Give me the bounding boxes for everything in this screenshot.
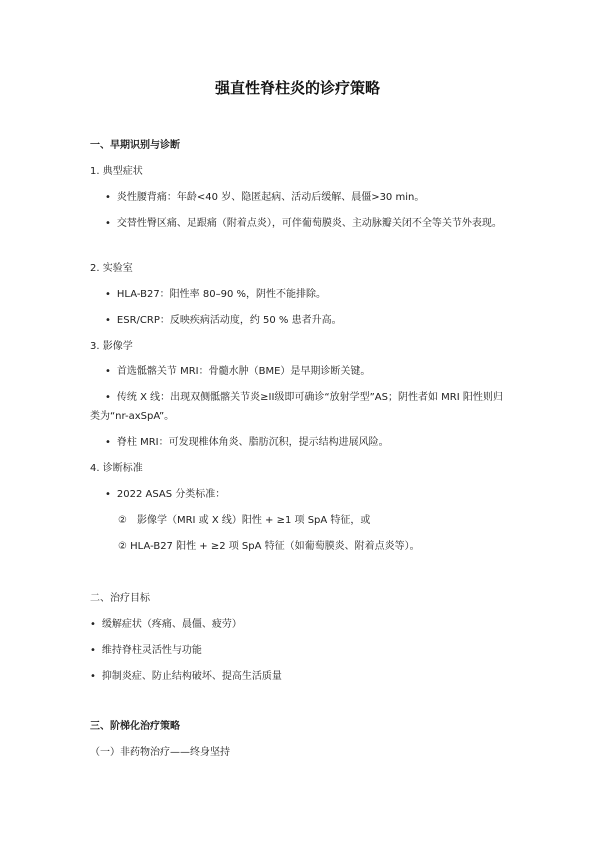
- goal-relieve-symptoms: • 缓解症状（疼痛、晨僵、疲劳）: [90, 618, 242, 632]
- goal-suppress-inflammation: • 抑制炎症、防止结构破坏、提高生活质量: [90, 670, 282, 684]
- subheading-imaging: 3. 影像学: [90, 341, 133, 352]
- subheading-non-drug-therapy: （一）非药物治疗——终身坚持: [90, 747, 230, 758]
- bullet-text: 交替性臀区痛、足跟痛（附着点炎），可伴葡萄膜炎、主动脉瓣关闭不全等关节外表现。: [116, 218, 502, 229]
- bullet-asas-criteria: • 2022 ASAS 分类标准：: [105, 488, 225, 502]
- bullet-alternating-buttock-pain: [90, 214, 506, 233]
- bullet-dot: •: [105, 218, 111, 229]
- bullet-dot: •: [105, 392, 111, 403]
- subheading-typical-symptoms: 1. 典型症状: [90, 166, 143, 177]
- bullet-hla-b27: • HLA-B27：阳性率 80–90 %，阴性不能排除。: [105, 288, 326, 302]
- bullet-esr-crp: • ESR/CRP：反映疾病活动度，约 50 % 患者升高。: [105, 314, 342, 328]
- subheading-laboratory: 2. 实验室: [90, 263, 133, 274]
- subheading-diagnostic-criteria: 4. 诊断标准: [90, 463, 143, 474]
- section-heading-stepwise-treatment: 三、阶梯化治疗策略: [90, 721, 180, 732]
- page-title: 强直性脊柱炎的诊疗策略: [214, 79, 380, 97]
- criteria-clinical-arm: ② HLA-B27 阳性 + ≥2 项 SpA 特征（如葡萄膜炎、附着点炎等）。: [118, 541, 420, 552]
- goal-maintain-function: • 维持脊柱灵活性与功能: [90, 644, 202, 658]
- bullet-sacroiliac-mri: • 首选骶髂关节 MRI：骨髓水肿（BME）是早期诊断关键。: [105, 365, 370, 379]
- bullet-conventional-xray: [90, 388, 506, 426]
- bullet-text: 传统 X 线：出现双侧骶髂关节炎≥II级即可确诊“放射学型”AS；阴性者如 MRI 阳性则归类为“nr-axSpA”。: [90, 392, 503, 422]
- bullet-inflammatory-back-pain: • 炎性腰背痛：年龄<40 岁、隐匿起病、活动后缓解、晨僵>30 min。: [105, 191, 424, 205]
- section-heading-treatment-goals: 二、治疗目标: [90, 593, 150, 604]
- bullet-spine-mri: • 脊柱 MRI：可发现椎体角炎、脂肪沉积，提示结构进展风险。: [105, 436, 389, 450]
- criteria-imaging-arm: ② 影像学（MRI 或 X 线）阳性 + ≥1 项 SpA 特征，或: [118, 515, 371, 526]
- section-heading-early-diagnosis: 一、早期识别与诊断: [90, 140, 180, 151]
